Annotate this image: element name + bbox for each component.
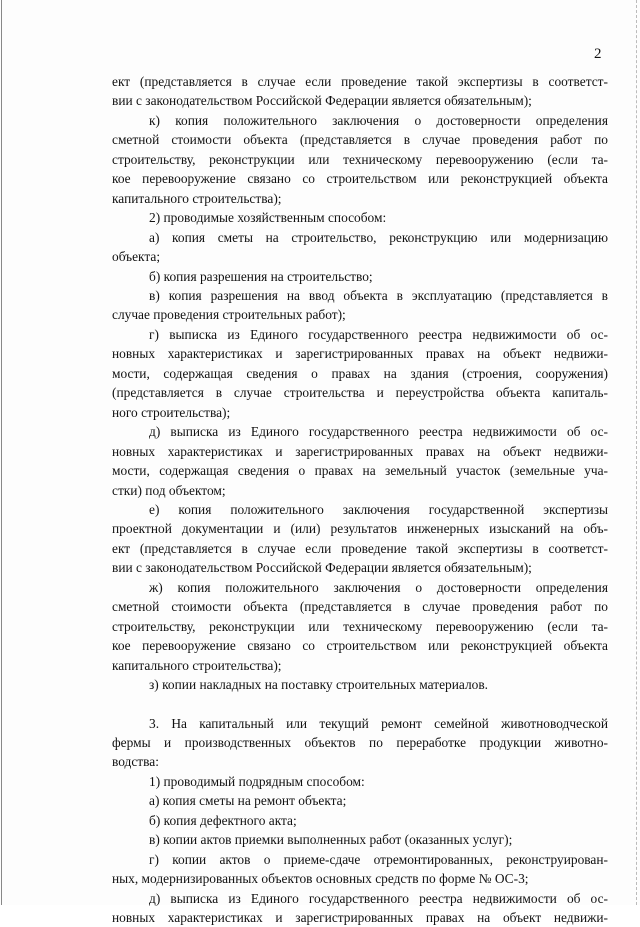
text-line: новных характеристиках и зарегистрированных правах на объект недвижи-: [112, 443, 608, 459]
text-line: фермы и производственных объектов по переработке продукции животно-: [112, 734, 608, 750]
text-line: в) копии актов приемки выполненных работ (оказанных услуг);: [149, 832, 513, 848]
text-line: сметной стоимости объекта (представляется в случае проведения работ по: [112, 132, 608, 148]
text-line: б) копия дефектного акта;: [149, 812, 297, 828]
text-line: новных характеристиках и зарегистрированных правах на объект недвижи-: [112, 910, 608, 926]
text-line: б) копия разрешения на строительство;: [149, 268, 373, 284]
text-line: стки) под объектом;: [112, 482, 226, 498]
text-line: (представляется в случае строительства и переустройства объекта капиталь-: [112, 385, 608, 401]
page-right-edge: [635, 0, 637, 905]
text-line: г) выписка из Единого государственного реестра недвижимости об ос-: [149, 326, 608, 342]
text-line: з) копии накладных на поставку строительных материалов.: [149, 677, 489, 693]
text-line: ект (представляется в случае если проведение такой экспертизы в соответст-: [112, 540, 608, 556]
text-line: мости, содержащая сведения о правах на здания (строения, сооружения): [112, 365, 608, 381]
text-line: вии с законодательством Российской Федерации является обязательным);: [112, 560, 532, 576]
text-line: е) копия положительного заключения государственной экспертизы: [149, 501, 608, 517]
text-line: капитального строительства);: [112, 657, 282, 673]
text-line: строительству, реконструкции или техническому перевооружению (если та-: [112, 618, 608, 634]
text-line: к) копия положительного заключения о достоверности определения: [149, 112, 608, 128]
text-line: ных, модернизированных объектов основных средств по форме № ОС-3;: [112, 871, 529, 887]
text-line: объекта;: [112, 249, 161, 265]
text-line: д) выписка из Единого государственного реестра недвижимости об ос-: [149, 424, 608, 440]
document-body: [112, 72, 608, 927]
text-line: 2) проводимые хозяйственным способом:: [149, 210, 387, 226]
page-number: 2: [594, 46, 602, 62]
text-line: новных характеристиках и зарегистрированных правах на объект недвижи-: [112, 346, 608, 362]
text-line: а) копия сметы на строительство, реконструкцию или модернизацию: [149, 229, 608, 245]
page-left-edge: [1, 0, 2, 905]
text-line: водства:: [112, 754, 159, 770]
text-line: а) копия сметы на ремонт объекта;: [149, 793, 347, 809]
text-line: в) копия разрешения на ввод объекта в эксплуатацию (представляется в: [149, 287, 608, 303]
text-line: д) выписка из Единого государственного реестра недвижимости об ос-: [149, 890, 608, 906]
text-line: 3. На капитальный или текущий ремонт семейной животноводческой: [149, 715, 608, 731]
text-line: кое перевооружение связано со строительством или реконструкцией объекта: [112, 638, 608, 654]
text-line: ж) копия положительного заключения о достоверности определения: [149, 579, 608, 595]
text-line: 1) проводимый подрядным способом:: [149, 773, 365, 789]
text-line: строительству, реконструкции или техническому перевооружению (если та-: [112, 151, 608, 167]
text-line: случае проведения строительных работ);: [112, 307, 346, 323]
text-line: кое перевооружение связано со строительством или реконструкцией объекта: [112, 171, 608, 187]
text-line: г) копии актов о приеме-сдаче отремонтированных, реконструирован-: [149, 851, 608, 867]
text-line: мости, содержащая сведения о правах на земельный участок (земельные уча-: [112, 463, 608, 479]
paragraph-gap: [112, 695, 608, 714]
text-line: ного строительства);: [112, 404, 231, 420]
text-line: проектной документации и (или) результатов инженерных изысканий на объ-: [112, 521, 608, 537]
text-line: ект (представляется в случае если проведение такой экспертизы в соответст-: [112, 74, 608, 89]
text-line: капитального строительства);: [112, 190, 282, 206]
text-line: сметной стоимости объекта (представляется в случае проведения работ по: [112, 599, 608, 615]
text-line: вии с законодательством Российской Федерации является обязательным);: [112, 93, 532, 109]
